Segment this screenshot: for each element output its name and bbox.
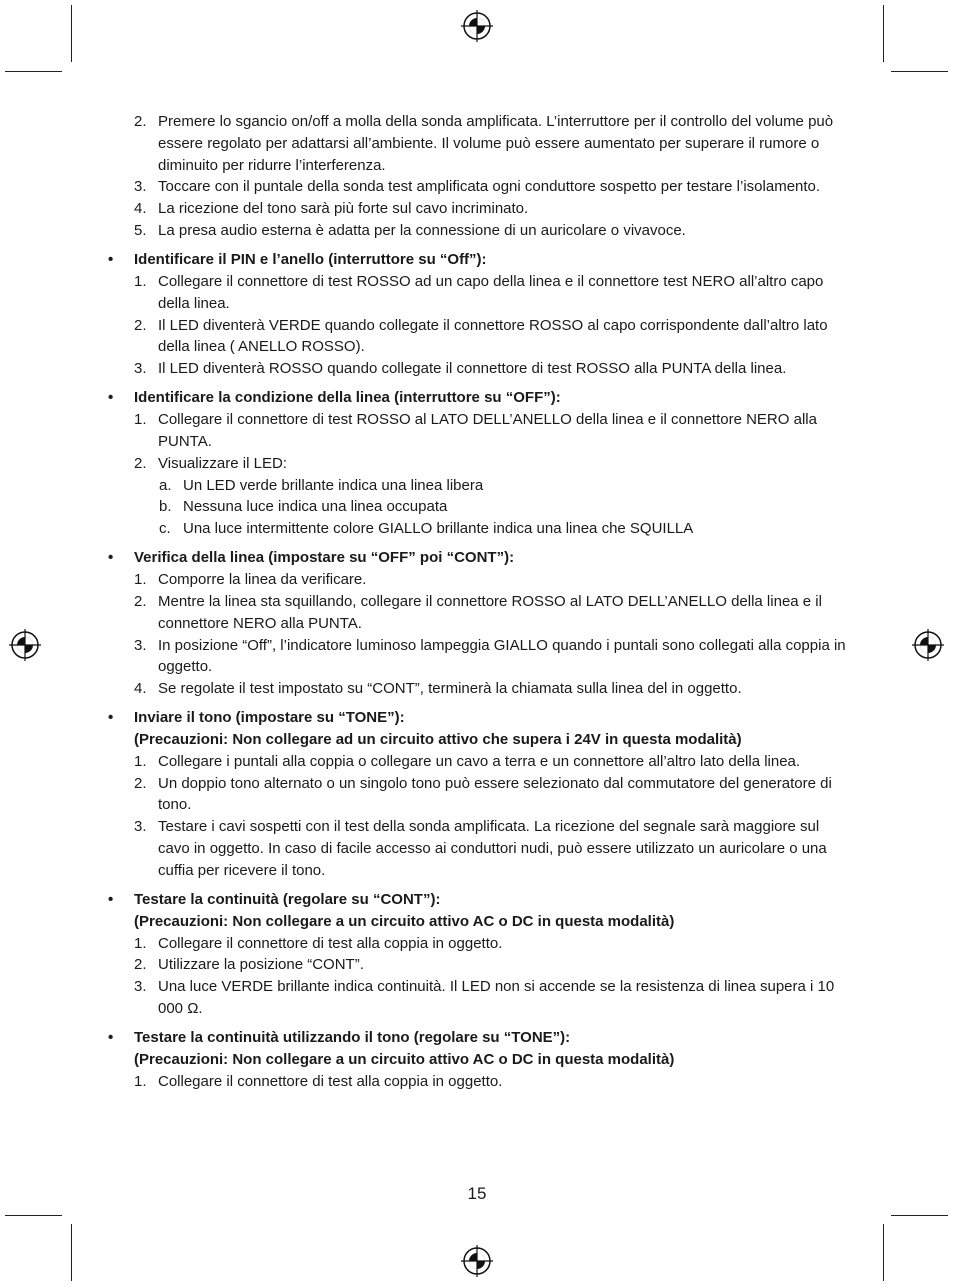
caution-note: (Precauzioni: Non collegare a un circuito attivo AC o DC in questa modalità) xyxy=(134,912,675,930)
section-continuation xyxy=(108,111,848,242)
section-send-tone xyxy=(108,707,848,881)
crop-mark xyxy=(883,5,884,62)
list-item-text: Una luce VERDE brillante indica continuità. Il LED non si accende se la resistenza di linea supera i 10 000 Ω. xyxy=(158,978,835,1018)
crop-mark xyxy=(891,71,948,72)
list-item: 3. Testare i cavi sospetti con il test della sonda amplificata. La ricezione del segnale sarà maggiore sul cavo in oggetto. In caso di facile accesso ai conduttori nudi, può essere utilizzato un auricolare o una cuffia per ricevere il tono. xyxy=(134,818,827,879)
section-heading: • Inviare il tono (impostare su “TONE”): xyxy=(108,709,405,727)
list-item-text: Il LED diventerà VERDE quando collegate il connettore ROSSO al capo corrispondente dall’altro lato della linea ( ANELLO ROSSO). xyxy=(158,316,828,356)
list-item-text: Se regolate il test impostato su “CONT”, terminerà la chiamata sulla linea del in oggetto. xyxy=(158,680,742,698)
list-item-text: Collegare il connettore di test ROSSO al LATO DELL’ANELLO della linea e il connettore NERO alla PUNTA. xyxy=(158,411,817,450)
section-line-verify xyxy=(108,547,848,700)
list-item: 3. In posizione “Off”, l’indicatore luminoso lampeggia GIALLO quando i puntali sono collegati alla coppia in oggetto. xyxy=(134,636,846,676)
crop-mark xyxy=(891,1215,948,1216)
crop-mark xyxy=(71,1224,72,1281)
list-item: 3. Toccare con il puntale della sonda test amplificata ogni conduttore sospetto per testare l’isolamento. xyxy=(134,178,821,196)
list-item-text: La presa audio esterna è adatta per la connessione di un auricolare o vivavoce. xyxy=(158,221,686,239)
list-item-text: Collegare il connettore di test alla coppia in oggetto. xyxy=(158,1072,503,1090)
list-item: 2. Il LED diventerà VERDE quando collegate il connettore ROSSO al capo corrispondente dall’altro lato della linea ( ANELLO ROSSO). xyxy=(134,316,828,356)
registration-mark-icon xyxy=(912,629,944,661)
list-item-text: Premere lo sgancio on/off a molla della sonda amplificata. L’interruttore per il controllo del volume può essere regolato per adattarsi all’ambiente. Il volume può essere aumentato per superare il rumore o diminuito per ridurre l’interferenza. xyxy=(158,113,834,174)
crop-mark xyxy=(5,1215,62,1216)
list-item-text: La ricezione del tono sarà più forte sul cavo incriminato. xyxy=(158,200,529,218)
section-heading: • Testare la continuità (regolare su “CONT”): xyxy=(108,891,441,909)
list-item-text: Un doppio tono alternato o un singolo tono può essere selezionato dal commutatore del generatore di tono. xyxy=(158,774,832,814)
list-item: 3. Il LED diventerà ROSSO quando collegate il connettore di test ROSSO alla PUNTA della linea. xyxy=(134,360,787,378)
section-heading: • Identificare la condizione della linea (interruttore su “OFF”): xyxy=(108,389,561,407)
list-item-text: Visualizzare il LED: xyxy=(158,454,287,472)
list-item-text: Utilizzare la posizione “CONT”. xyxy=(158,956,364,974)
list-item: 4. Se regolate il test impostato su “CONT”, terminerà la chiamata sulla linea del in oggetto. xyxy=(134,680,742,698)
list-item: 2. Mentre la linea sta squillando, collegare il connettore ROSSO al LATO DELL’ANELLO della linea e il connettore NERO alla PUNTA. xyxy=(134,592,822,632)
crop-mark xyxy=(5,71,62,72)
section-heading: • Testare la continuità utilizzando il tono (regolare su “TONE”): xyxy=(108,1029,571,1047)
list-item: 1. Collegare il connettore di test ROSSO ad un capo della linea e il connettore test NERO all’altro capo della linea. xyxy=(134,272,824,312)
sub-list-item: a. Un LED verde brillante indica una linea libera xyxy=(159,476,484,494)
list-item-text: Collegare il connettore di test alla coppia in oggetto. xyxy=(158,934,503,952)
registration-mark-icon xyxy=(9,629,41,661)
registration-mark-icon xyxy=(461,1245,493,1277)
section-heading: • Verifica della linea (impostare su “OFF” poi “CONT”): xyxy=(108,549,515,567)
document-body xyxy=(108,111,848,1093)
section-continuity-tone xyxy=(108,1027,848,1092)
list-item: 1. Collegare il connettore di test alla coppia in oggetto. xyxy=(134,934,503,952)
list-item: 1. Collegare i puntali alla coppia o collegare un cavo a terra e un connettore all’altro lato della linea. xyxy=(134,752,801,770)
list-item-text: Mentre la linea sta squillando, collegare il connettore ROSSO al LATO DELL’ANELLO della linea e il connettore NERO alla PUNTA. xyxy=(158,592,822,632)
list-item-text: Il LED diventerà ROSSO quando collegate il connettore di test ROSSO alla PUNTA della linea. xyxy=(158,360,787,378)
list-item: 1. Collegare il connettore di test alla coppia in oggetto. xyxy=(134,1072,503,1090)
sub-list-item: b. Nessuna luce indica una linea occupata xyxy=(159,498,448,516)
registration-mark-icon xyxy=(461,10,493,42)
section-continuity xyxy=(108,889,848,1020)
list-item-text: Testare i cavi sospetti con il test della sonda amplificata. La ricezione del segnale sarà maggiore sul cavo in oggetto. In caso di facile accesso ai conduttori nudi, può essere utilizzato un auricolare o una cuffia per ricevere il tono. xyxy=(158,818,827,879)
list-item: 4. La ricezione del tono sarà più forte sul cavo incriminato. xyxy=(134,200,529,218)
section-line-condition xyxy=(108,387,848,540)
list-item: 1. Comporre la linea da verificare. xyxy=(134,571,367,589)
sub-list-item: c. Una luce intermittente colore GIALLO brillante indica una linea che SQUILLA xyxy=(159,520,694,538)
list-item-text: Toccare con il puntale della sonda test amplificata ogni conduttore sospetto per testare l’isolamento. xyxy=(158,178,821,196)
section-identify-pin xyxy=(108,249,848,380)
list-item: 2. Premere lo sgancio on/off a molla della sonda amplificata. L’interruttore per il controllo del volume può essere regolato per adattarsi all’ambiente. Il volume può essere aumentato per superare il rumore o diminuito per ridurre l’interferenza. xyxy=(134,113,834,174)
list-item: 2. Un doppio tono alternato o un singolo tono può essere selezionato dal commutatore del generatore di tono. xyxy=(134,774,832,814)
list-item: 1. Collegare il connettore di test ROSSO al LATO DELL’ANELLO della linea e il connettore NERO alla PUNTA. xyxy=(134,411,817,450)
list-item: 2. Visualizzare il LED: xyxy=(134,454,287,472)
list-item: 3. Una luce VERDE brillante indica continuità. Il LED non si accende se la resistenza di linea supera i 10 000 Ω. xyxy=(134,978,835,1018)
list-item: 5. La presa audio esterna è adatta per la connessione di un auricolare o vivavoce. xyxy=(134,221,686,239)
list-item-text: In posizione “Off”, l’indicatore luminoso lampeggia GIALLO quando i puntali sono collegati alla coppia in oggetto. xyxy=(158,636,846,676)
crop-mark xyxy=(883,1224,884,1281)
crop-mark xyxy=(71,5,72,62)
page-number: 15 xyxy=(467,1184,487,1203)
list-item-text: Collegare i puntali alla coppia o collegare un cavo a terra e un connettore all’altro lato della linea. xyxy=(158,752,801,770)
caution-note: (Precauzioni: Non collegare a un circuito attivo AC o DC in questa modalità) xyxy=(134,1051,675,1069)
list-item-text: Collegare il connettore di test ROSSO ad un capo della linea e il connettore test NERO all’altro capo della linea. xyxy=(158,272,824,312)
caution-note: (Precauzioni: Non collegare ad un circuito attivo che supera i 24V in questa modalità) xyxy=(134,731,742,749)
list-item-text: Comporre la linea da verificare. xyxy=(158,571,367,589)
list-item: 2. Utilizzare la posizione “CONT”. xyxy=(134,956,364,974)
section-heading: • Identificare il PIN e l’anello (interruttore su “Off”): xyxy=(108,251,487,269)
